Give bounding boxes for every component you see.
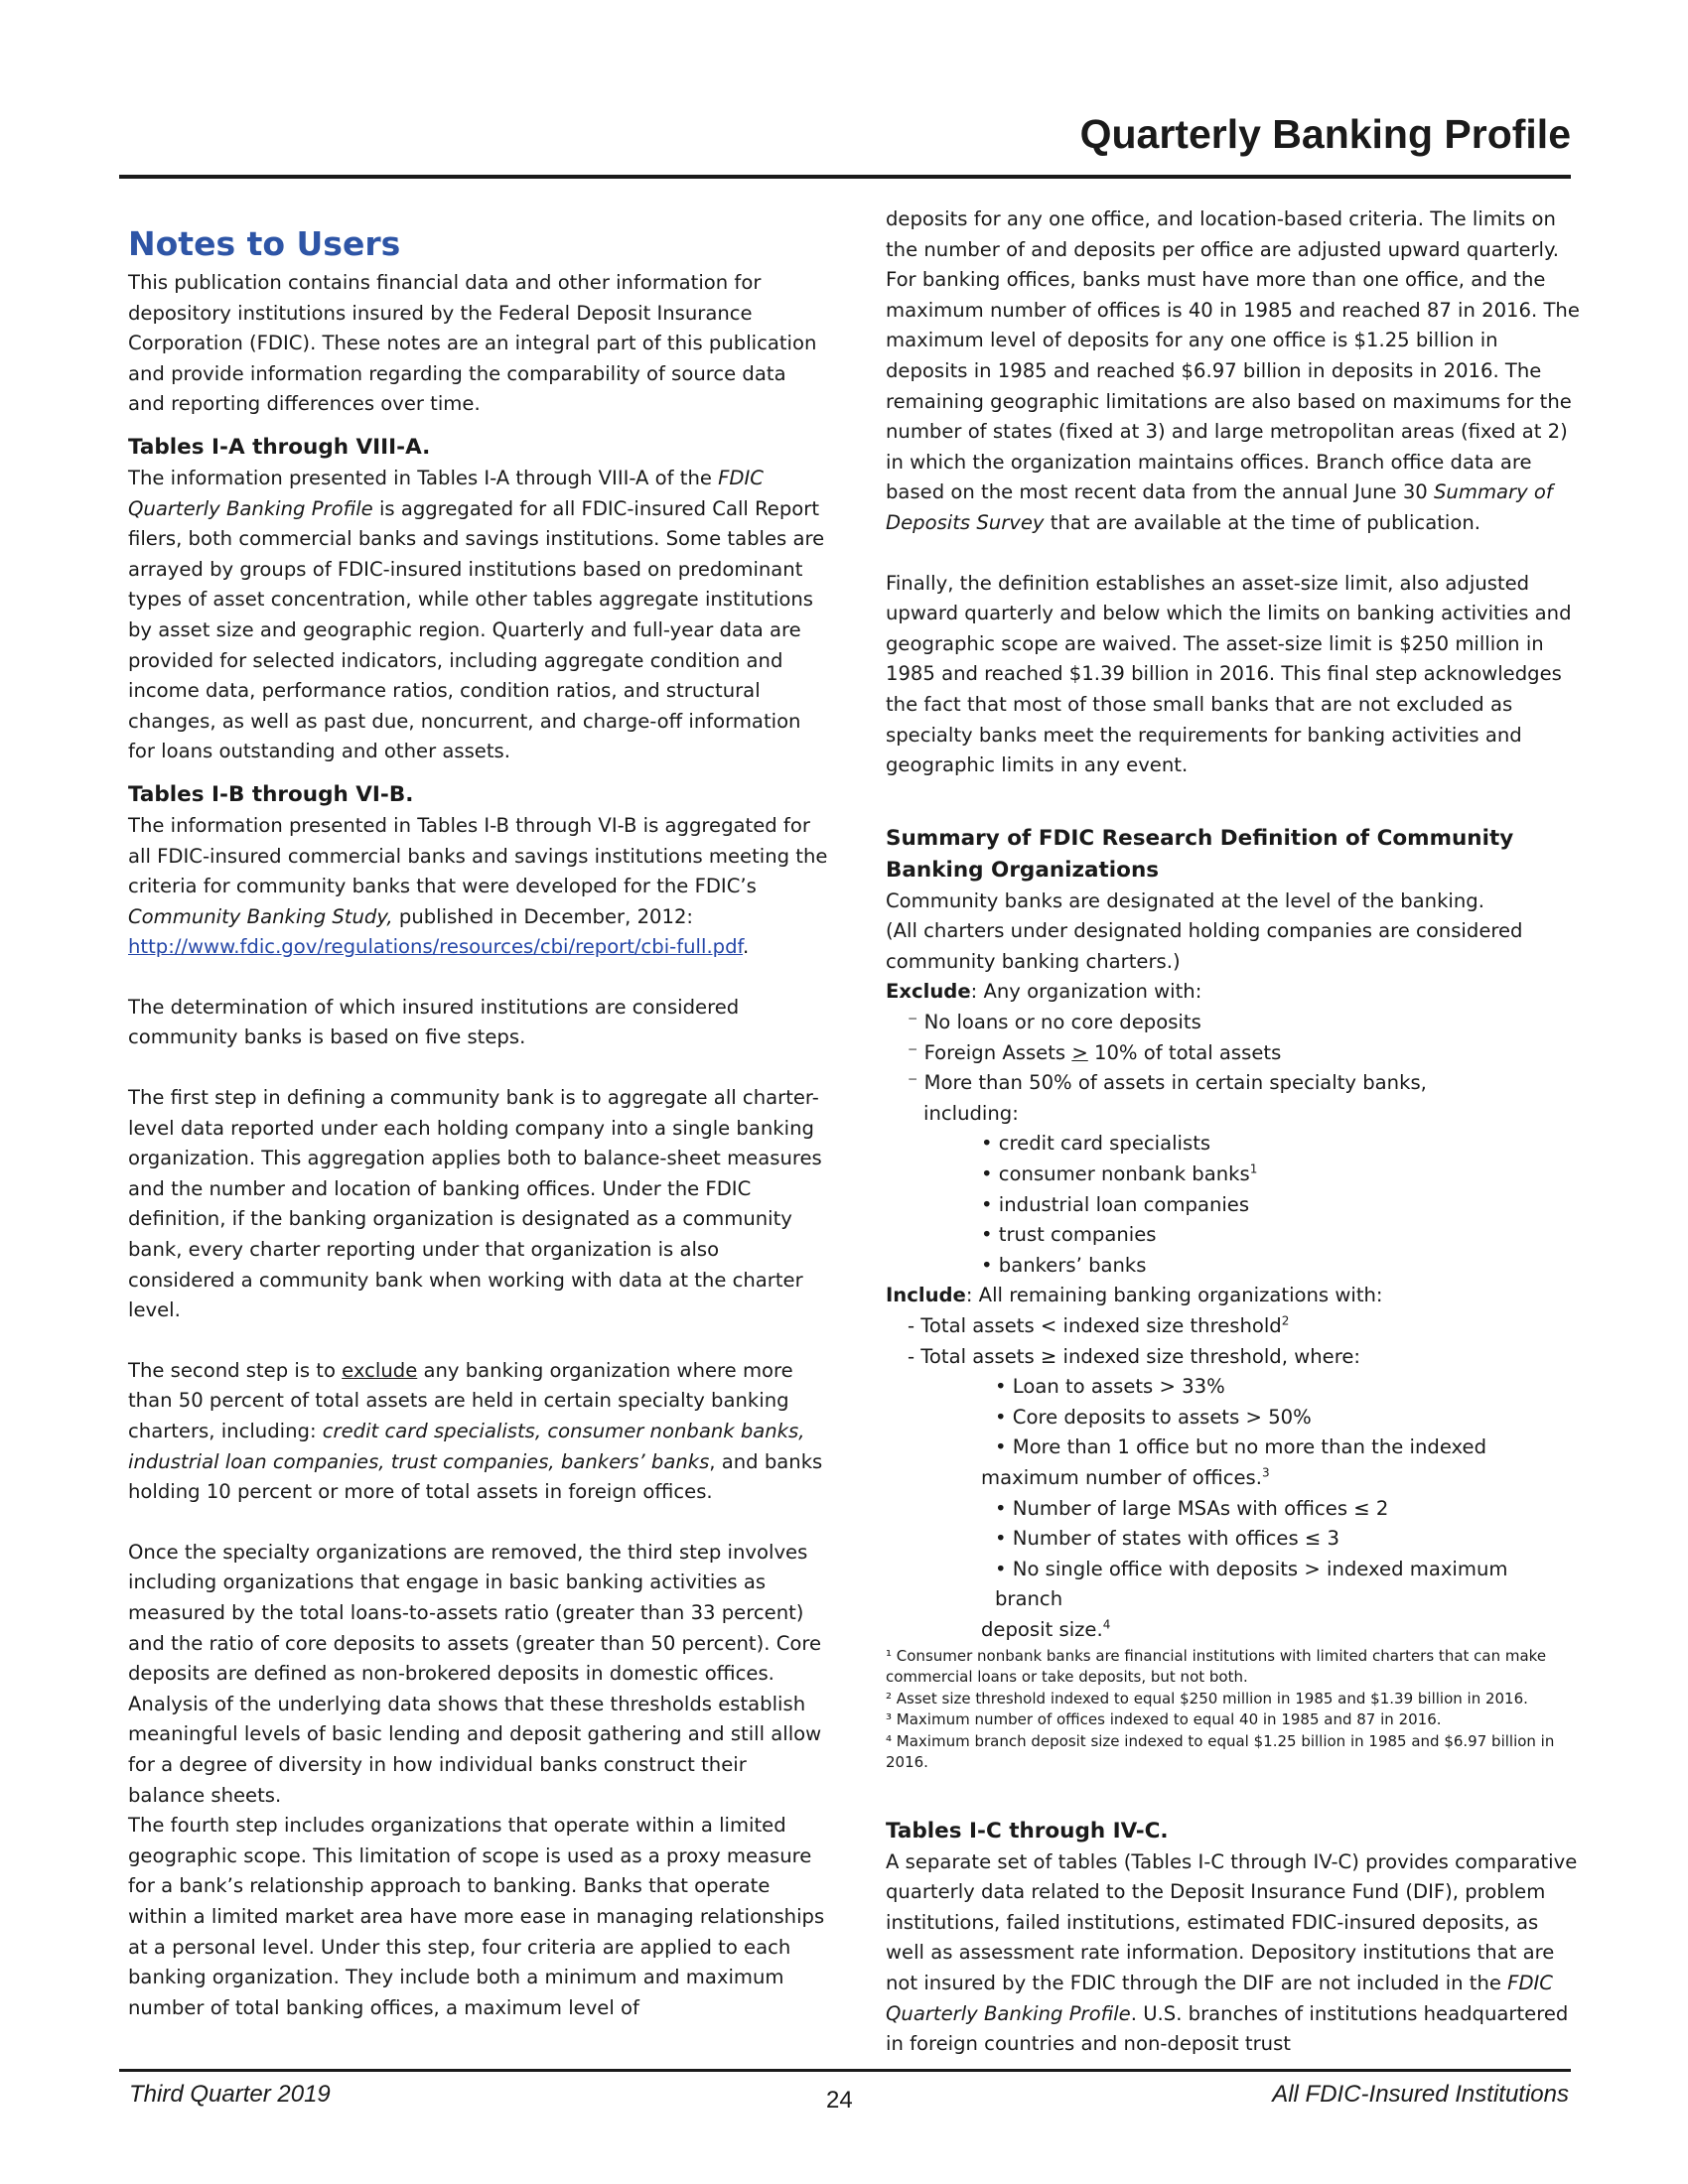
criteria-item: • Core deposits to assets > 50%	[995, 1405, 1312, 1429]
include-line: Include: All remaining banking organizations with:	[886, 1284, 1383, 1307]
criteria-item: • Loan to assets > 33%	[995, 1375, 1225, 1399]
exclude-line: Exclude: Any organization with:	[886, 980, 1202, 1004]
page-header-title: Quarterly Banking Profile	[1079, 111, 1571, 157]
tables-ib-paragraph: The information presented in Tables I-B through VI-B is aggregated for all FDIC-insured commercial banks and savings institutions meeting the criteria for community banks that were developed for the FDIC’s Community Banking Study, published in December, 2012: http://www.fdic.gov/regulations/resources/cbi/report/cbi-full.pdf.	[128, 813, 828, 959]
specialty-item: • credit card specialists	[981, 1132, 1211, 1156]
footnote: ⁴ Maximum branch deposit size indexed to equal $1.25 billion in 1985 and $6.97 billion in 2016.	[886, 1731, 1555, 1772]
footnote: ³ Maximum number of offices indexed to equal 40 in 1985 and 87 in 2016.	[886, 1710, 1442, 1729]
fourth-step-paragraph: The fourth step includes organizations that operate within a limited geographic scope. This limitation of scope is used as a proxy measure for a bank’s relationship approach to banking. Banks that operate within a limited market area have more ease in managing relationships at a personal level. Under this step, four criteria are applied to each banking organization. They include both a minimum and maximum number of total banking offices, a maximum level of	[128, 1814, 825, 2019]
specialty-item: • consumer nonbank banks$^1$	[981, 1161, 1258, 1186]
section-heading-tables-ia: Tables I-A through VIII-A.	[128, 434, 431, 460]
criteria-item: • Number of large MSAs with offices ≤ 2	[995, 1496, 1389, 1520]
include-item: - Total assets ≥ indexed size threshold, where:	[908, 1344, 1360, 1368]
footnotes	[886, 1646, 1581, 1774]
page-number: 24	[826, 2087, 853, 2114]
intro-paragraph: This publication contains financial data and other information for depository institutions insured by the Federal Deposit Insurance Corporation (FDIC). These notes are an integral part of this publication and provide information regarding the comparability of source data and reporting differences over time.	[128, 271, 817, 416]
finally-paragraph: Finally, the definition establishes an asset-size limit, also adjusted upward quarterly and below which the limits on banking activities and geographic scope are waived. The asset-size limit is $250 million in 1985 and reached $1.39 billion in 2016. This final step acknowledges the fact that most of those small banks that are not excluded as specialty banks meet the requirements for banking activities and geographic limits in any event.	[886, 571, 1572, 777]
section-heading-tables-ib: Tables I-B through VI-B.	[128, 781, 414, 807]
include-item: - Total assets < indexed size threshold$^2$	[908, 1313, 1290, 1337]
third-step-paragraph: Once the specialty organizations are removed, the third step involves including organizations that engage in basic banking activities as measured by the total loans-to-assets ratio (greater than 33 percent) and the ratio of core deposits to assets (greater than 50 percent). Core deposits are defined as non-brokered deposits in domestic offices. Analysis of the underlying data shows that these thresholds establish meaningful levels of basic lending and deposit gathering and still allow for a degree of diversity in how individual banks construct their balance sheets.	[128, 1540, 822, 1807]
exclude-item: ⁻ More than 50% of assets in certain specialty banks,	[908, 1071, 1427, 1095]
including-label: including:	[923, 1101, 1019, 1125]
specialty-item: • trust companies	[981, 1223, 1157, 1247]
exclude-item: ⁻ No loans or no core deposits	[908, 1011, 1201, 1034]
five-steps-paragraph: The determination of which insured institutions are considered community banks is based on five steps.	[128, 995, 740, 1049]
criteria-item-continued: maximum number of offices.$^3$	[981, 1465, 1270, 1489]
notes-to-users-heading: Notes to Users	[128, 224, 401, 263]
exclude-item: ⁻ Foreign Assets > 10% of total assets	[908, 1040, 1282, 1064]
right-column	[886, 205, 1581, 2055]
cbi-report-link[interactable]: http://www.fdic.gov/regulations/resources/cbi/report/cbi-full.pdf	[128, 935, 744, 959]
summary-line-1: Community banks are designated at the level of the banking.	[886, 888, 1484, 912]
tables-ia-paragraph: The information presented in Tables I-A through VIII-A of the FDIC Quarterly Banking Profile is aggregated for all FDIC-insured Call Report filers, both commercial banks and savings institutions. Some tables are arrayed by groups of FDIC-insured institutions based on predominant types of asset concentration, while other tables aggregate institutions by asset size and geographic region. Quarterly and full-year data are provided for selected indicators, including aggregate condition and income data, performance ratios, condition ratios, and structural changes, as well as past due, noncurrent, and charge-off information for loans outstanding and other assets.	[128, 466, 825, 763]
criteria-item: • Number of states with offices ≤ 3	[995, 1527, 1340, 1551]
first-step-paragraph: The first step in defining a community bank is to aggregate all charter-level data reported under each holding company into a single banking organization. This aggregation applies both to balance-sheet measures and the number and location of banking offices. Under the FDIC definition, if the banking organization is designated as a community bank, every charter reporting under that organization is also considered a community bank when working with data at the charter level.	[128, 1086, 822, 1322]
footer-rule	[119, 2069, 1571, 2072]
left-column	[128, 199, 828, 2055]
criteria-item-continued: deposit size.$^4$	[981, 1617, 1111, 1641]
footnote: ² Asset size threshold indexed to equal $250 million in 1985 and $1.39 billion in 2016.	[886, 1689, 1528, 1707]
criteria-item: • More than 1 office but no more than the indexed	[995, 1435, 1487, 1459]
specialty-item: • industrial loan companies	[981, 1192, 1250, 1216]
footnote: ¹ Consumer nonbank banks are financial institutions with limited charters that can make commercial loans or take deposits, but not both.	[886, 1646, 1547, 1687]
criteria-item: • No single office with deposits > indexed maximum branch	[995, 1557, 1508, 1611]
summary-heading: Summary of FDIC Research Definition of Community Banking Organizations	[886, 825, 1514, 883]
tables-ic-paragraph: A separate set of tables (Tables I-C through IV-C) provides comparative quarterly data related to the Deposit Insurance Fund (DIF), problem institutions, failed institutions, estimated FDIC-insured deposits, as well as assessment rate information. Depository institutions that are not insured by the FDIC through the DIF are not included in the FDIC Quarterly Banking Profile. U.S. branches of institutions headquartered in foreign countries and non-deposit trust	[886, 1849, 1578, 2056]
summary-line-2: (All charters under designated holding companies are considered community banking charters.)	[886, 919, 1523, 973]
header-rule	[119, 175, 1571, 179]
continued-paragraph: deposits for any one office, and location-based criteria. The limits on the number of and deposits per office are adjusted upward quarterly. For banking offices, banks must have more than one office, and the maximum number of offices is 40 in 1985 and reached 87 in 2016. The maximum level of deposits for any one office is $1.25 billion in deposits in 1985 and reached $6.97 billion in deposits in 2016. The remaining geographic limitations are also based on maximums for the number of states (fixed at 3) and large metropolitan areas (fixed at 2) in which the organization maintains offices. Branch office data are based on the most recent data from the annual June 30 Summary of Deposits Survey that are available at the time of publication.	[886, 207, 1580, 534]
footer-quarter: Third Quarter 2019	[129, 2081, 331, 2108]
specialty-item: • bankers’ banks	[981, 1253, 1147, 1277]
second-step-paragraph: The second step is to exclude any banking organization where more than 50 percent of total assets are held in certain specialty banking charters, including: credit card specialists, consumer nonbank banks, industrial loan companies, trust companies, bankers’ banks, and banks holding 10 percent or more of total assets in foreign offices.	[128, 1358, 823, 1504]
section-heading-tables-ic: Tables I-C through IV-C.	[886, 1818, 1169, 1843]
footer-scope: All FDIC-Insured Institutions	[1272, 2081, 1569, 2108]
